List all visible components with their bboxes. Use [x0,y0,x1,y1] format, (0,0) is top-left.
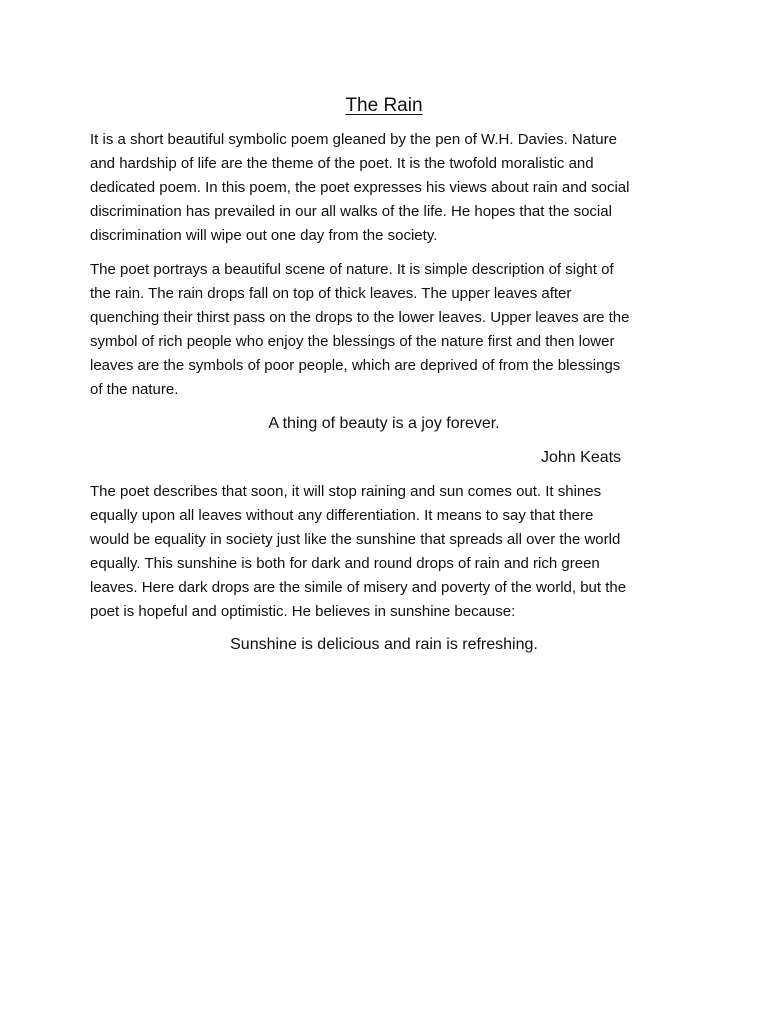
paragraph-line: and hardship of life are the theme of the poet. It is the twofold moralistic and [90,155,594,172]
paragraph-line: leaves. Here dark drops are the simile of misery and poverty of the world, but the [90,579,627,596]
page-title: The Rain [345,95,423,116]
paragraph-line: The poet portrays a beautiful scene of nature. It is simple description of sight of [90,261,614,278]
paragraph-line: poet is hopeful and optimistic. He believes in sunshine because: [90,603,516,620]
paragraph-line: symbol of rich people who enjoy the blessings of the nature first and then lower [90,333,615,350]
paragraph-line: quenching their thirst pass on the drops to the lower leaves. Upper leaves are the [90,309,630,326]
quote-author: John Keats [541,449,622,466]
paragraph-line: leaves are the symbols of poor people, which are deprived of from the blessings [90,357,621,374]
quote-keats: A thing of beauty is a joy forever. [268,415,500,432]
paragraph-line: would be equality in society just like the sunshine that spreads all over the world [90,531,621,548]
paragraph-line: equally. This sunshine is both for dark and round drops of rain and rich green [90,555,600,572]
paragraph-nature-scene [90,258,682,402]
paragraph-sunshine [90,480,682,624]
paragraph-line: The poet describes that soon, it will stop raining and sun comes out. It shines [90,483,602,500]
quote-sunshine: Sunshine is delicious and rain is refreshing. [230,636,538,653]
paragraph-line: of the nature. [90,381,179,398]
paragraph-line: It is a short beautiful symbolic poem gleaned by the pen of W.H. Davies. Nature [90,131,617,148]
paragraph-line: dedicated poem. In this poem, the poet expresses his views about rain and social [90,179,630,196]
paragraph-line: equally upon all leaves without any differentiation. It means to say that there [90,507,594,524]
paragraph-line: discrimination will wipe out one day from the society. [90,227,438,244]
paragraph-line: discrimination has prevailed in our all walks of the life. He hopes that the social [90,203,612,220]
paragraph-line: the rain. The rain drops fall on top of thick leaves. The upper leaves after [90,285,572,302]
paragraph-intro [90,128,682,248]
